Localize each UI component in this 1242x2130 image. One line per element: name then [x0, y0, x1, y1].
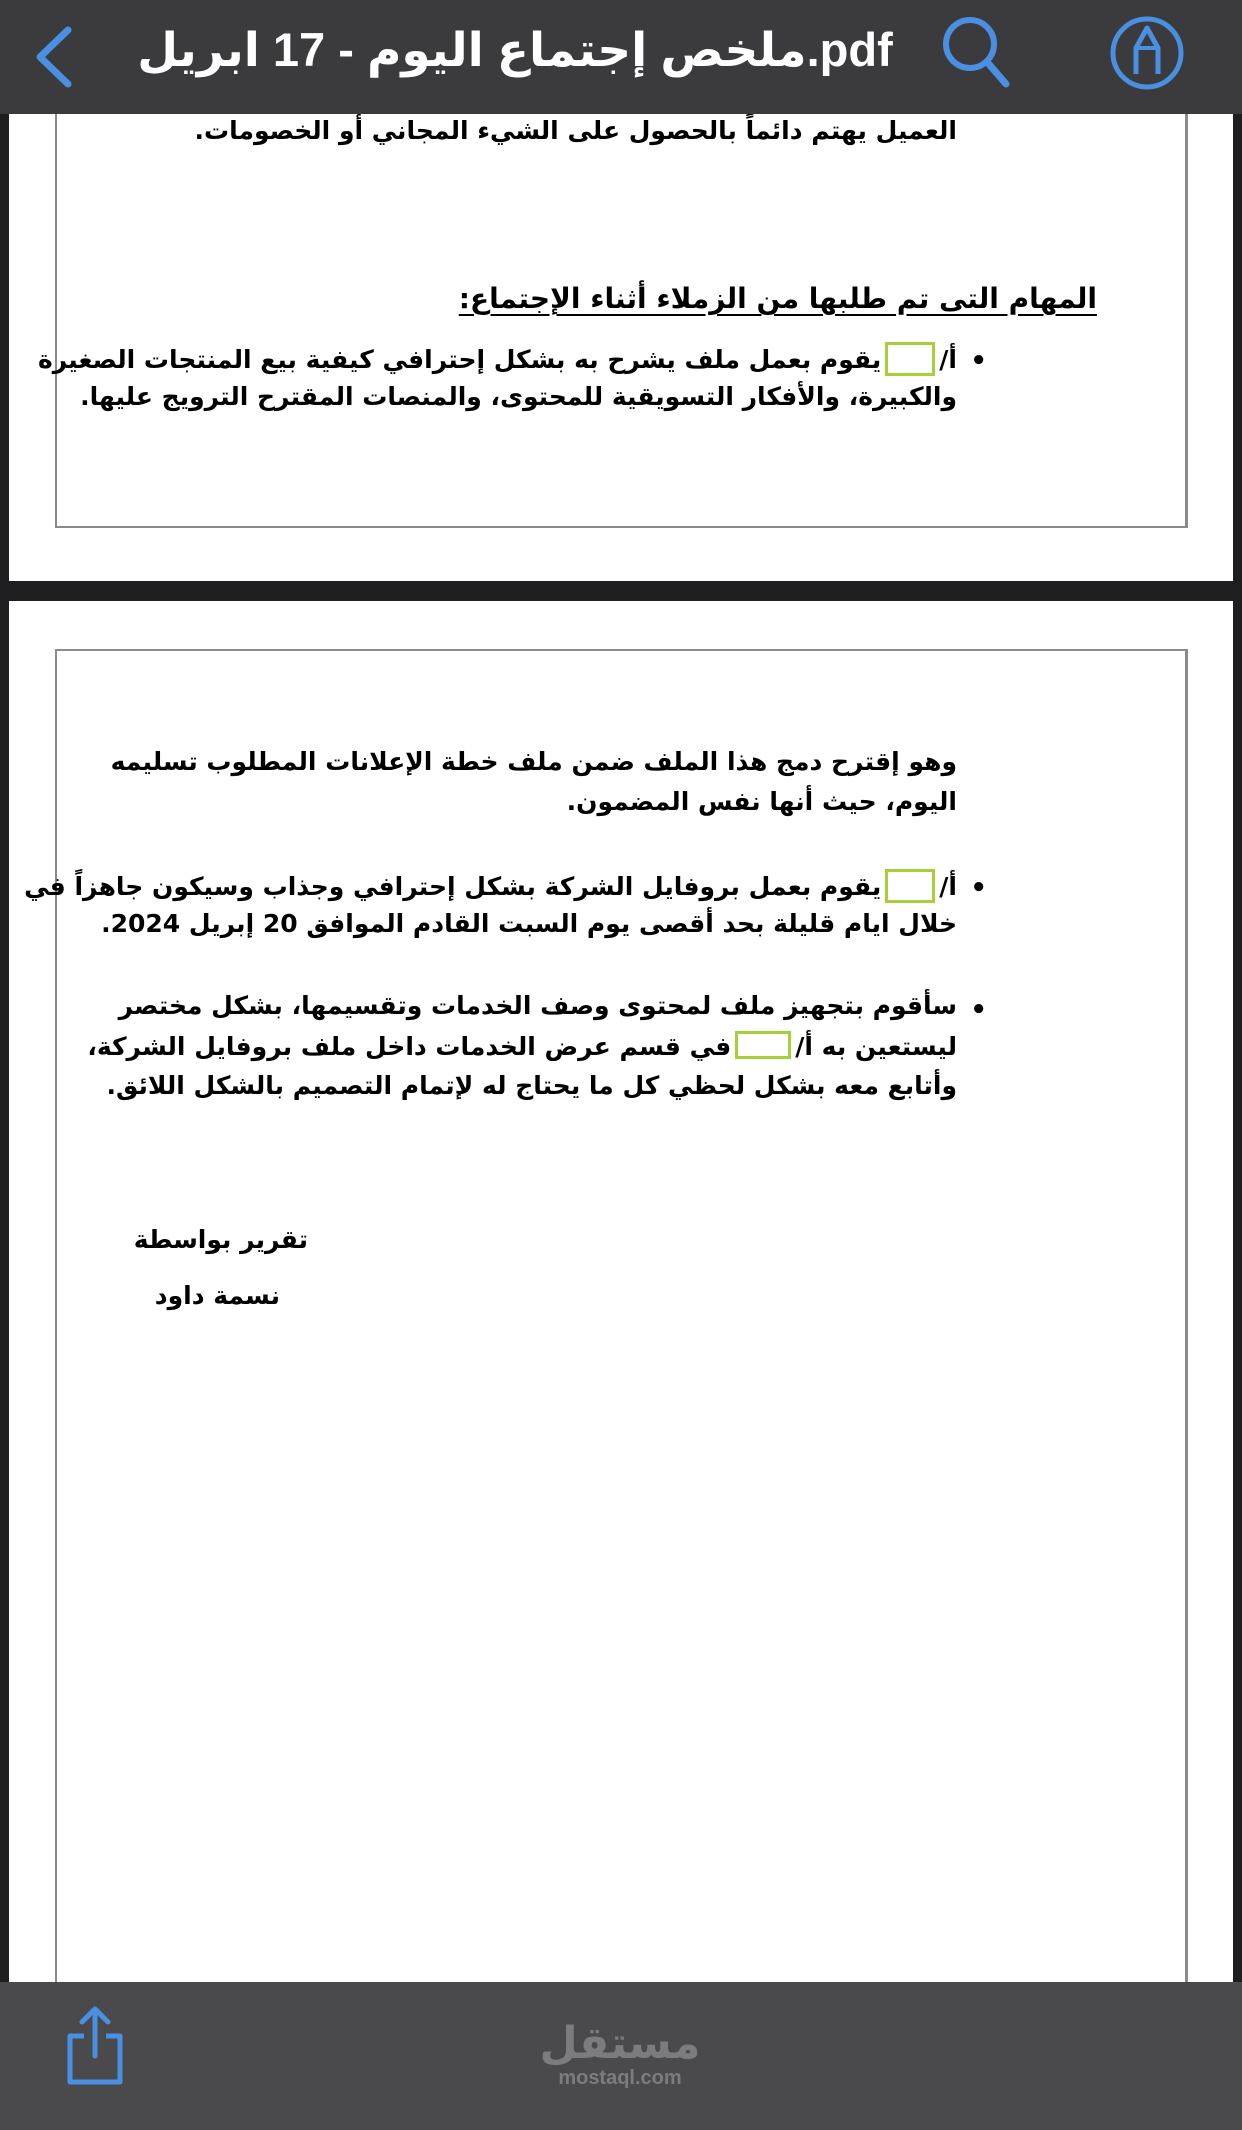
- redaction-highlight: [885, 342, 935, 376]
- mostaql-watermark: [500, 2018, 740, 2090]
- top-line: العميل يهتم دائماً بالحصول على الشيء المجاني أو الخصومات.: [194, 116, 957, 145]
- intro-line: اليوم، حيث أنها نفس المضمون.: [566, 787, 957, 816]
- share-icon[interactable]: [64, 2004, 126, 2088]
- page-border: [55, 649, 1188, 1982]
- redaction-highlight: [735, 1031, 791, 1059]
- bullet-line: وأتابع معه بشكل لحظي كل ما يحتاج له لإتمام التصميم بالشكل اللائق.: [106, 1071, 957, 1100]
- bullet-line: والكبيرة، والأفكار التسويقية للمحتوى، والمنصات المقترح الترويج عليها.: [80, 382, 957, 411]
- chevron-left-icon[interactable]: [30, 22, 80, 92]
- search-icon[interactable]: [940, 14, 1012, 90]
- bullet-line: أ/يقوم بعمل بروفايل الشركة بشكل إحترافي وجذاب وسيكون جاهزاً في: [24, 869, 957, 903]
- bullet-line: ليستعين به أ/في قسم عرض الخدمات داخل ملف بروفايل الشركة،: [87, 1032, 957, 1061]
- page-border: [55, 114, 1188, 528]
- pdf-page-1: العميل يهتم دائماً بالحصول على الشيء المجاني أو الخصومات. المهام التى تم طلبها من الزملاء أثناء الإجتماع: • أ/يقوم بعمل ملف يشرح به بشكل إحترافي كيفية بيع المنتجات الصغيرة والكبيرة، والأفكار التسويقية للمحتوى، والمنصات المقترح الترويج عليها.: [9, 114, 1233, 581]
- watermark-arabic: مستقل: [539, 2018, 701, 2069]
- pdf-page-2: وهو إقترح دمج هذا الملف ضمن ملف خطة الإعلانات المطلوب تسليمه اليوم، حيث أنها نفس المضمون. • أ/يقوم بعمل بروفايل الشركة بشكل إحترافي وجذاب وسيكون جاهزاً في خلال ايام قليلة بحد أقصى يوم السبت القادم الموافق 20 إبريل 2024. • سأقوم بتجهيز ملف لمحتوى وصف الخدمات وتقسيمها، بشكل مختصر ليستعين به أ/في قسم عرض الخدمات داخل ملف بروفايل الشركة، وأتابع معه بشكل لحظي كل ما يحتاج له لإتمام التصميم بالشكل اللائق. تقرير بواسطة نسمة داود: [9, 601, 1233, 1982]
- watermark-url: mostaql.com: [558, 2067, 682, 2089]
- top-toolbar: [0, 0, 1242, 114]
- bullet-prefix: أ/: [939, 872, 957, 901]
- intro-line: وهو إقترح دمج هذا الملف ضمن ملف خطة الإعلانات المطلوب تسليمه: [110, 747, 957, 776]
- report-by-label: تقرير بواسطة: [133, 1225, 308, 1254]
- author-name: نسمة داود: [154, 1281, 280, 1310]
- bullet-line: سأقوم بتجهيز ملف لمحتوى وصف الخدمات وتقسيمها، بشكل مختصر: [118, 991, 957, 1020]
- bottom-toolbar: [0, 1982, 1242, 2130]
- document-title: ملخص إجتماع اليوم - 17 ابريل.pdf: [137, 23, 893, 76]
- bullet-line: خلال ايام قليلة بحد أقصى يوم السبت القادم الموافق 20 إبريل 2024.: [101, 909, 957, 938]
- redaction-highlight: [885, 869, 935, 903]
- markup-pen-icon[interactable]: [1108, 14, 1186, 92]
- bullet-prefix: أ/: [939, 345, 957, 374]
- tasks-heading: المهام التى تم طلبها من الزملاء أثناء الإجتماع:: [458, 282, 1097, 315]
- bullet-line: أ/يقوم بعمل ملف يشرح به بشكل إحترافي كيفية بيع المنتجات الصغيرة: [38, 342, 957, 376]
